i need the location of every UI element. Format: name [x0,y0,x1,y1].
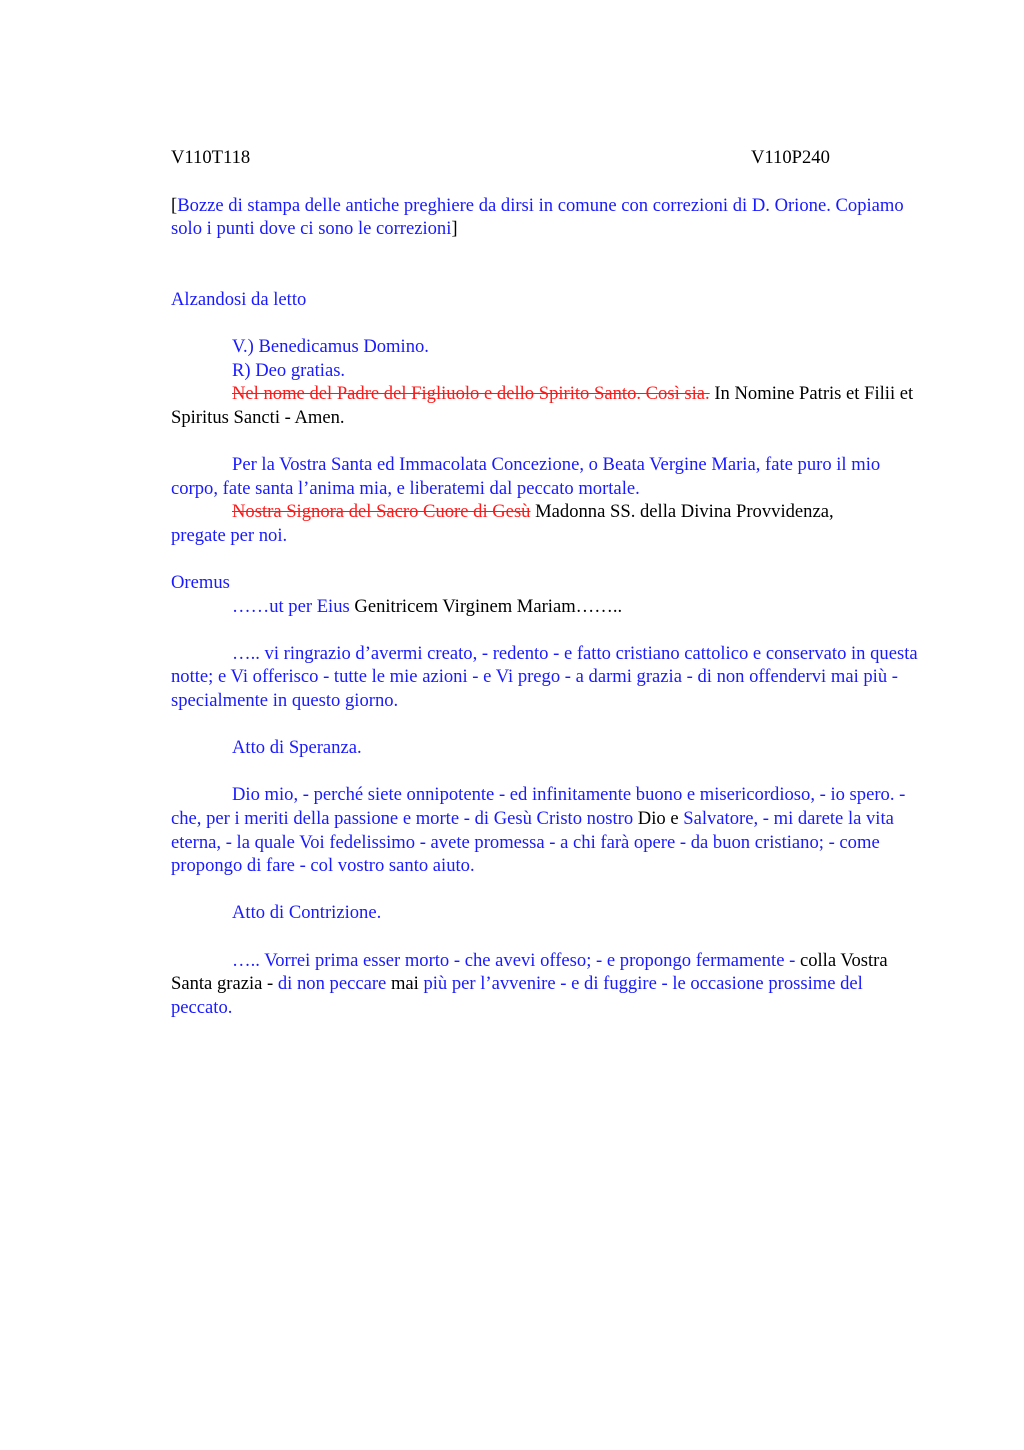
madonna-struck-text: Nostra Signora del Sacro Cuore di Gesù [232,501,531,523]
left-reference-code: V110T118 [171,147,251,168]
invocation-struck-text: Nel nome del Padre del Figliuolo e dello Spirito Santo. Così sia. [232,383,710,405]
hope-title: Atto di Speranza. [232,737,362,759]
oremus-part-1: ……ut per Eius [232,595,355,617]
right-reference-code: V110P240 [751,147,830,168]
versicle: V.) Benedicamus Domino. [232,336,429,358]
section-title: Alzandosi da letto [171,288,307,310]
oremus-line [171,595,926,619]
response: R) Deo gratias. [232,359,346,381]
oremus-title: Oremus [171,572,230,594]
invocation-replacement-text: In Nomine Patris et Filii et Spiritus Sancti - Amen. [171,383,914,428]
thanks-prayer: ….. vi ringrazio d’avermi creato, - redento - e fatto cristiano cattolico e conservato in questa notte; e Vi offerisco - tutte le mie azioni - e Vi prego - a darmi grazia - di non offendervi mai più - specialmente in questo giorno. [171,642,918,712]
contrition-prayer [171,949,926,1020]
contrition-part-4: mai [390,973,424,995]
hope-part-2: Dio [637,808,666,830]
contrition-part-2: colla Vostra Santa grazia - [171,949,888,995]
intro-close-bracket: ] [451,218,458,240]
contrition-part-1: ….. Vorrei prima esser morto - che avevi offeso; - e propongo fermamente - [232,949,800,971]
intro-open-bracket: [ [171,194,178,216]
document-header [171,146,926,170]
invocation [171,382,926,429]
oremus-part-2: Genitricem Virginem Mariam…….. [354,595,623,617]
madonna-invocation [171,500,926,524]
intro-text: Bozze di stampa delle antiche preghiere da dirsi in comune con correzioni di D. Orione. Copiamo solo i punti dove ci sono le correzioni [171,194,904,240]
contrition-part-5: più per l’avvenire - e di fuggire - le occasione prossime del peccato. [171,973,863,1018]
document-page [171,146,926,1019]
madonna-continuation: pregate per noi. [171,524,288,546]
immaculate-prayer: Per la Vostra Santa ed Immacolata Concezione, o Beata Vergine Maria, fate puro il mio corpo, fate santa l’anima mia, e liberatemi dal peccato mortale. [171,454,881,499]
hope-part-3: e [665,808,684,830]
hope-prayer [171,783,926,877]
madonna-replacement-text: Madonna SS. della Divina Provvidenza, [530,501,834,523]
contrition-title: Atto di Contrizione. [232,902,382,924]
intro-note [171,194,926,241]
hope-part-4: Salvatore, - mi darete la vita eterna, - la quale Voi fedelissimo - avete promessa - a chi farà opere - da buon cristiano; - come propongo di fare - col vostro santo aiuto. [171,808,894,877]
contrition-part-3: di non peccare [277,973,391,995]
hope-part-1: Dio mio, - perché siete onnipotente - ed infinitamente buono e misericordioso, - io spero. - che, per i meriti della passione e morte - di Gesù Cristo nostro [171,784,906,830]
